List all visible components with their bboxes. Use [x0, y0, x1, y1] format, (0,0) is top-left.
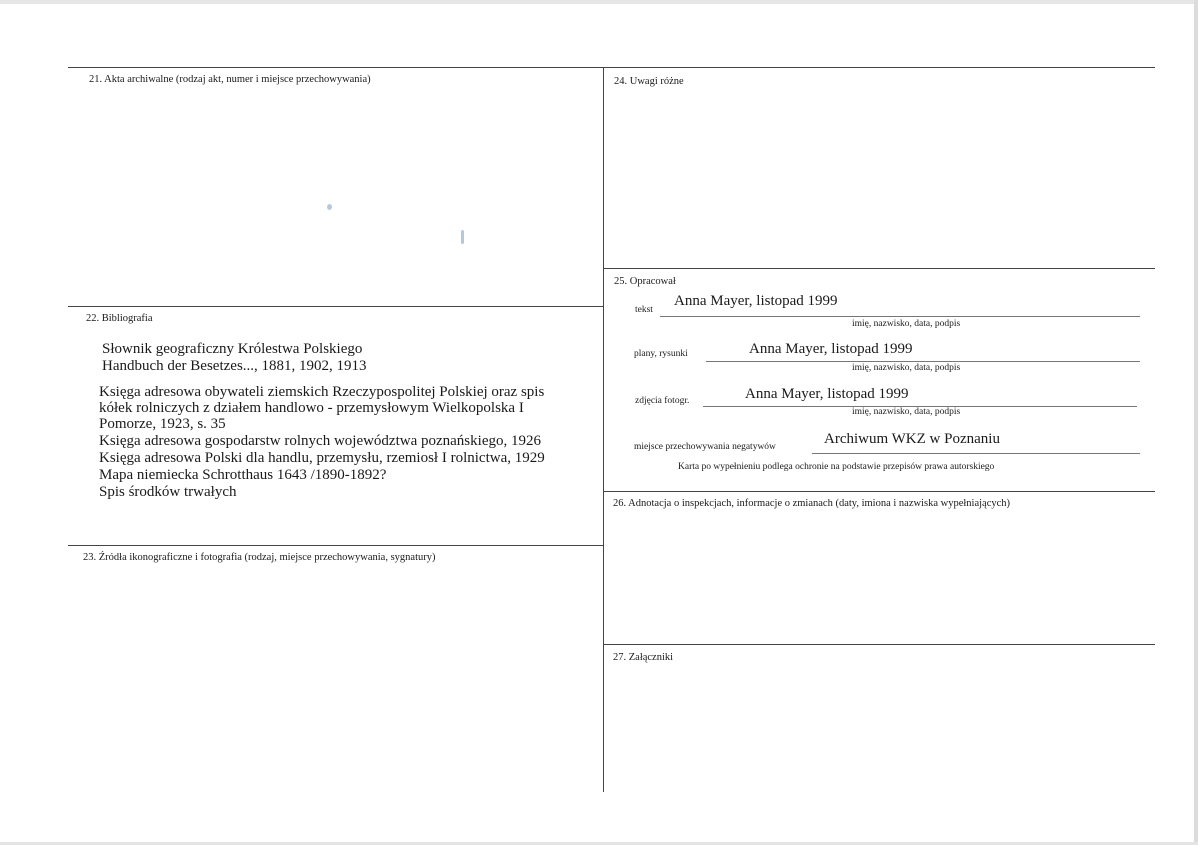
- bibliography-line: Pomorze, 1923, s. 35: [99, 416, 226, 432]
- zdjecia-value: Anna Mayer, listopad 1999: [745, 386, 909, 402]
- negatywy-label: miejsce przechowywania negatywów: [634, 442, 776, 452]
- divider-25-26: [603, 491, 1155, 492]
- bibliography-line: Słownik geograficzny Królestwa Polskiego: [102, 341, 363, 357]
- section-24-title: 24. Uwagi różne: [614, 76, 684, 87]
- bibliography-line: Księga adresowa obywateli ziemskich Rzeczypospolitej Polskiej oraz spis: [99, 384, 545, 400]
- divider-21-22: [68, 306, 603, 307]
- divider-center: [603, 67, 604, 792]
- scan-speck: [327, 204, 332, 210]
- plany-underline: [706, 361, 1140, 362]
- bibliography-line: Mapa niemiecka Schrotthaus 1643 /1890-1892?: [99, 467, 387, 483]
- section-27-title: 27. Załączniki: [613, 652, 674, 663]
- signature-caption: imię, nazwisko, data, podpis: [852, 319, 961, 329]
- scan-speck: [461, 230, 464, 244]
- tekst-value: Anna Mayer, listopad 1999: [674, 293, 838, 309]
- tekst-label: tekst: [635, 305, 653, 315]
- bibliography-line: Księga adresowa gospodarstw rolnych województwa poznańskiego, 1926: [99, 433, 541, 449]
- section-25-title: 25. Opracował: [614, 276, 676, 287]
- divider-26-27: [603, 644, 1155, 645]
- section-23-title: 23. Źródła ikonograficzne i fotografia (rodzaj, miejsce przechowywania, sygnatury): [83, 552, 436, 563]
- bibliography-line: kółek rolniczych z działem handlowo - przemysłowym Wielkopolska I: [99, 400, 524, 416]
- bibliography-line: Handbuch der Besetzes..., 1881, 1902, 1913: [102, 358, 367, 374]
- divider-top: [68, 67, 1155, 68]
- zdjecia-label: zdjęcia fotogr.: [635, 396, 690, 406]
- divider-24-25: [603, 268, 1155, 269]
- bibliography-line: Księga adresowa Polski dla handlu, przemysłu, rzemiosł I rolnictwa, 1929: [99, 450, 545, 466]
- divider-22-23: [68, 545, 603, 546]
- section-22-title: 22. Bibliografia: [86, 313, 153, 324]
- tekst-underline: [660, 316, 1140, 317]
- plany-label: plany, rysunki: [634, 349, 688, 359]
- section-21-title: 21. Akta archiwalne (rodzaj akt, numer i miejsce przechowywania): [89, 74, 371, 85]
- signature-caption: imię, nazwisko, data, podpis: [852, 363, 961, 373]
- plany-value: Anna Mayer, listopad 1999: [749, 341, 913, 357]
- scan-edge-right: [1194, 0, 1198, 845]
- negatywy-underline: [812, 453, 1140, 454]
- scan-edge-top: [0, 0, 1198, 4]
- copyright-notice: Karta po wypełnieniu podlega ochronie na podstawie przepisów prawa autorskiego: [678, 462, 995, 472]
- signature-caption: imię, nazwisko, data, podpis: [852, 407, 961, 417]
- bibliography-line: Spis środków trwałych: [99, 484, 237, 500]
- section-26-title: 26. Adnotacja o inspekcjach, informacje o zmianach (daty, imiona i nazwiska wypełniających): [613, 498, 1011, 509]
- negatywy-value: Archiwum WKZ w Poznaniu: [824, 431, 1000, 447]
